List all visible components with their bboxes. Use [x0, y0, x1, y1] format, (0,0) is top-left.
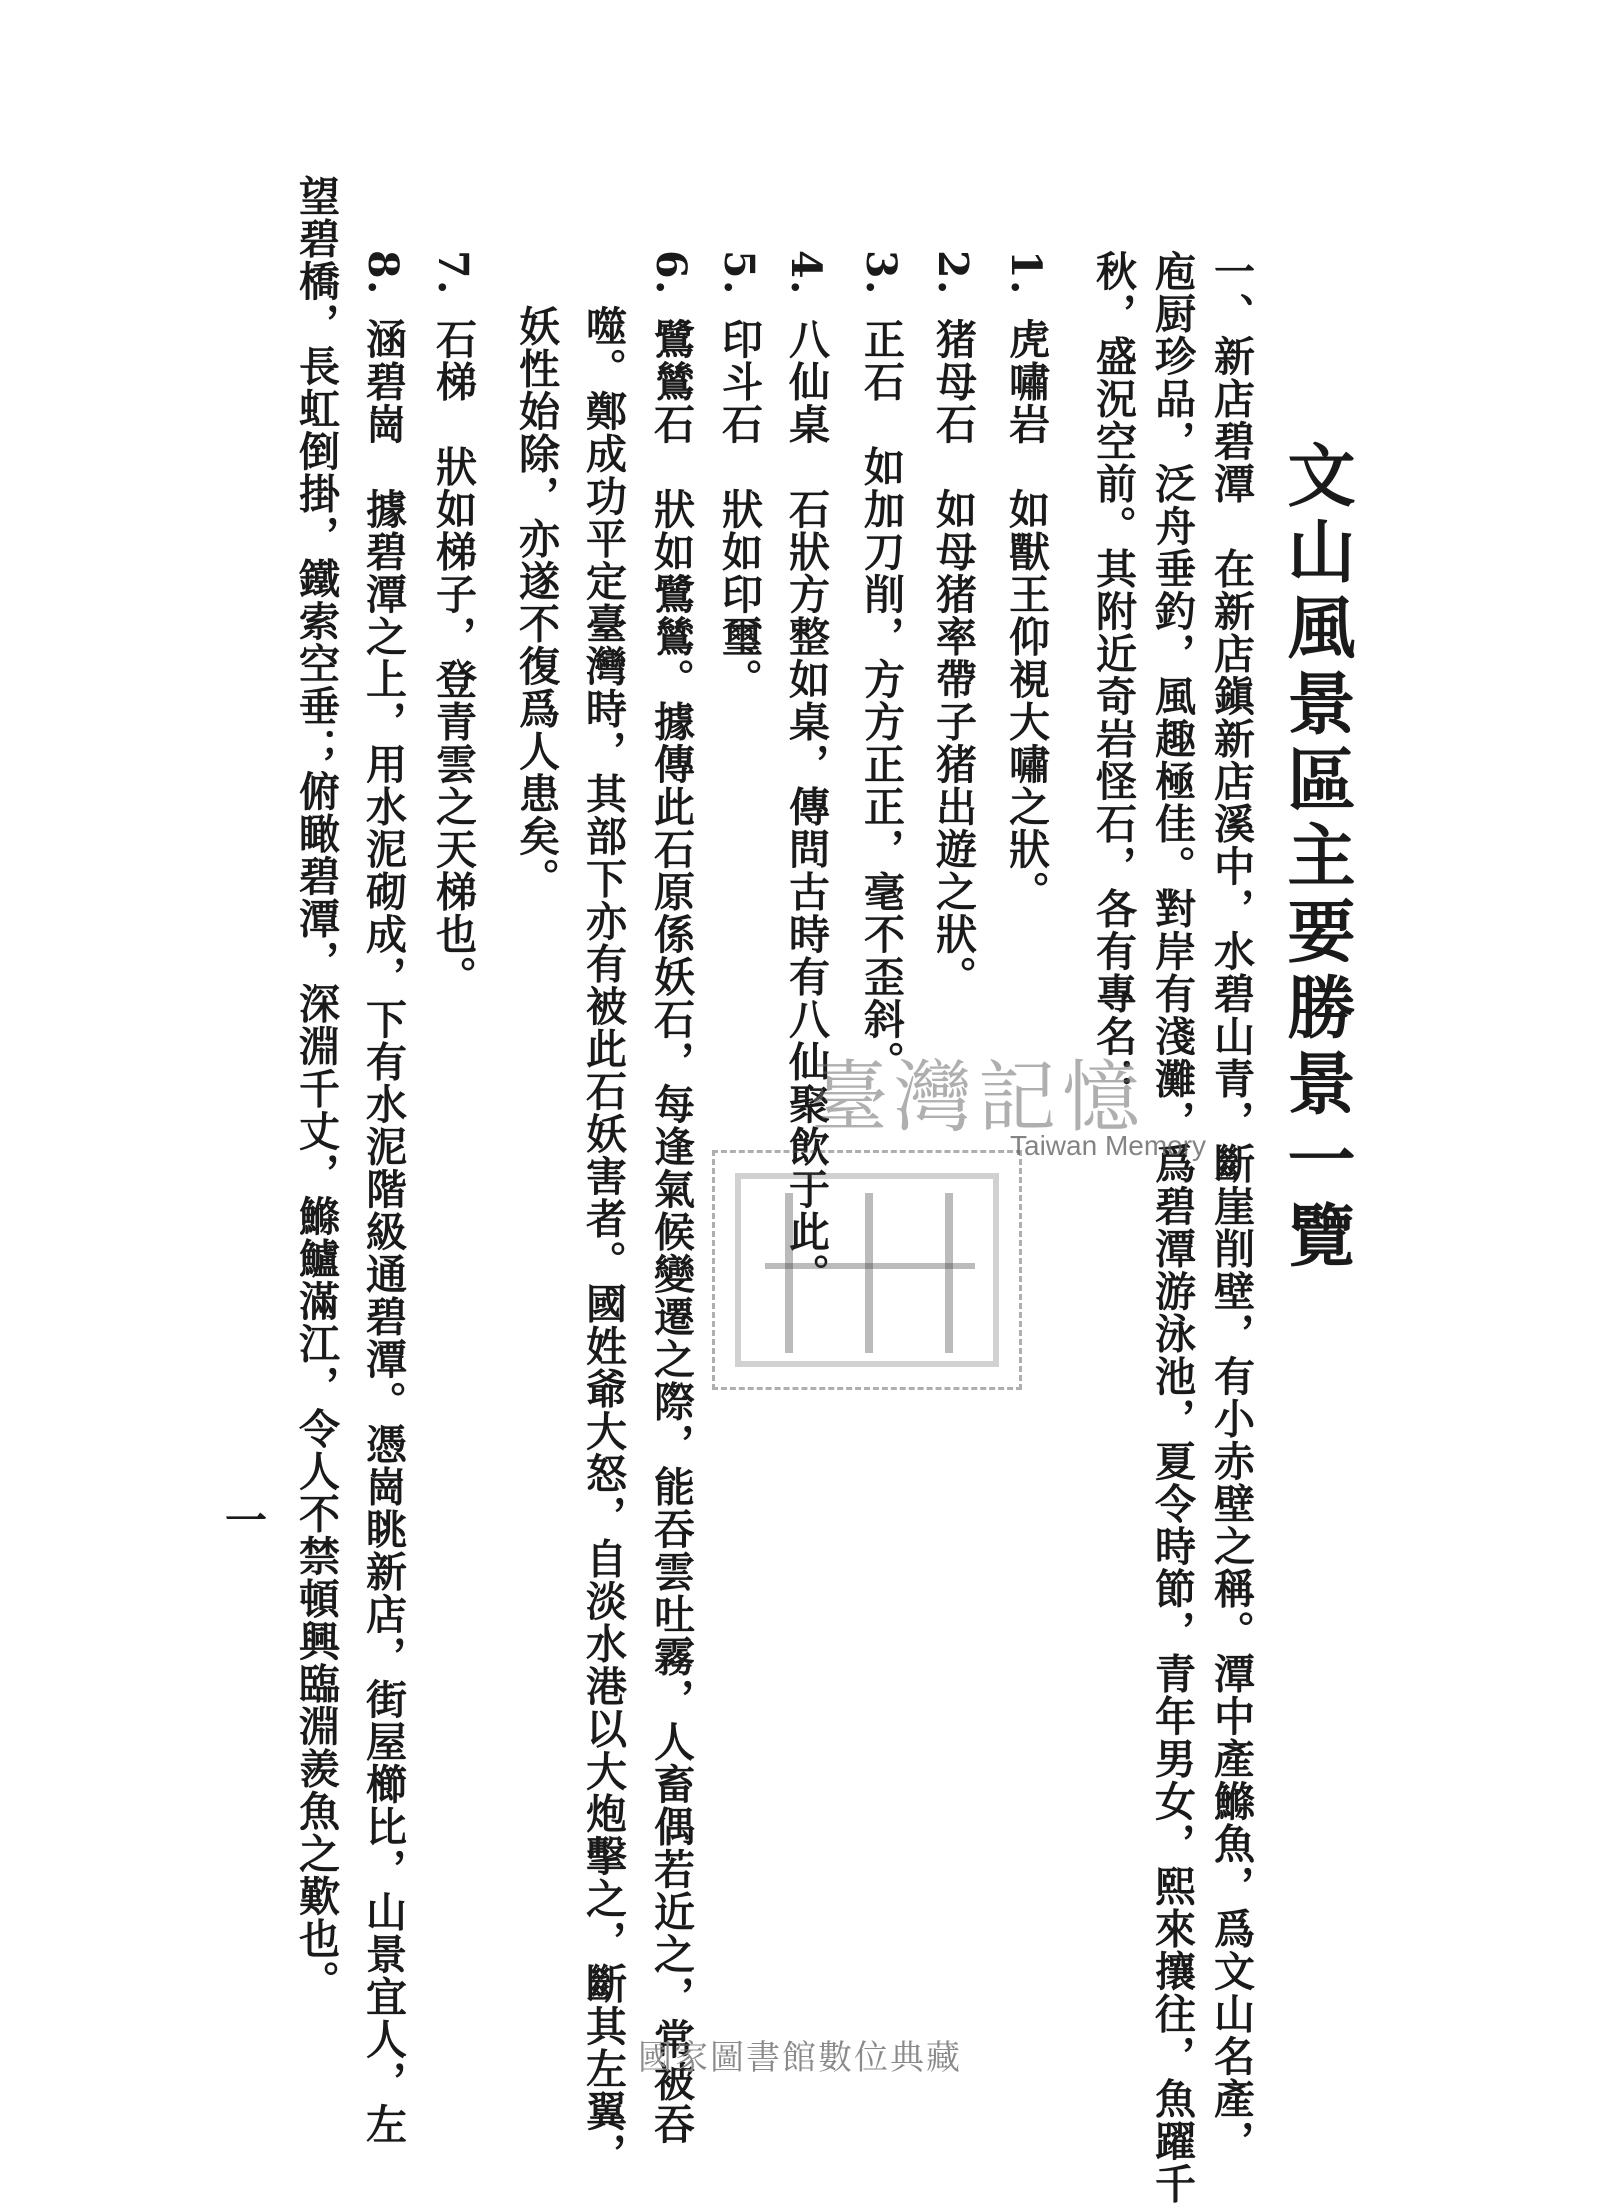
item-number: 6.	[647, 250, 695, 296]
section-marker: 一、	[1207, 250, 1255, 335]
item-continuation: 噬。鄭成功平定臺灣時，其部下亦有被此石妖害者。國姓爺大怒，自淡水港以大炮擊之，斷其左翼，	[579, 305, 627, 2175]
list-item	[715, 250, 763, 701]
list-item	[647, 250, 695, 2146]
seal-stroke	[785, 1193, 793, 1353]
seal-stroke	[865, 1193, 873, 1353]
item-text: 虎嘯岩 如獸王仰視大嘯之狀。	[1002, 317, 1050, 913]
list-item	[429, 250, 477, 998]
item-text: 石梯 狀如梯子，登青雲之天梯也。	[429, 317, 477, 998]
item-text: 正石 如加刀削，方方正正，毫不歪斜。	[857, 317, 905, 1083]
list-item	[1002, 250, 1050, 913]
item-text: 鷺鷥石 狀如鷺鷥。據傳此石原係妖石，每逢氣候變遷之際，能吞雲吐霧，人畜偶若近之，常被吞	[647, 317, 695, 2146]
item-number: 2.	[929, 250, 977, 296]
item-text: 八仙桌 石狀方整如桌，傳問古時有八仙聚飲于此。	[782, 317, 830, 1296]
item-number: 1.	[1002, 250, 1050, 296]
item-continuation: 望碧橋，長虹倒掛，鐵索空垂；俯瞰碧潭，深淵千丈，鰷鱸滿江，令人不禁頓興臨淵羨魚之歎也。	[292, 175, 340, 2003]
seal-stroke	[765, 1263, 975, 1269]
list-item	[359, 250, 407, 2146]
item-number: 5.	[715, 250, 763, 296]
item-number: 4.	[782, 250, 830, 296]
section-line-text: 新店碧潭 在新店鎭新店溪中，水碧山青，斷崖削壁，有小赤壁之稱。潭中產鰷魚，爲文山名產，	[1207, 335, 1255, 2163]
item-text: 印斗石 狀如印璽。	[715, 317, 763, 701]
item-number: 7.	[429, 250, 477, 296]
page-number: 一	[225, 1496, 268, 1545]
list-item	[929, 250, 977, 998]
seal-stroke	[945, 1193, 953, 1353]
item-number: 3.	[857, 250, 905, 296]
page-title: 文山風景區主要勝景一覽	[1276, 440, 1356, 1276]
item-text: 猪母石 如母猪率帶子猪出遊之狀。	[929, 317, 977, 998]
item-number: 8.	[359, 250, 407, 296]
section-line-1	[1207, 250, 1255, 2163]
watermark: 臺灣記憶	[810, 1053, 1147, 1143]
library-seal	[712, 1150, 1022, 1390]
list-item	[857, 250, 905, 1083]
section-line-3: 秋，盛況空前。其附近奇岩怪石，各有專名：	[1089, 250, 1137, 1100]
item-text: 涵碧崗 據碧潭之上，用水泥砌成，下有水泥階級通碧潭。憑崗眺新店，街屋櫛比，山景宜人，左	[359, 317, 407, 2146]
item-continuation: 妖性始除，亦遂不復爲人患矣。	[512, 305, 560, 900]
watermark-subtext: Taiwan Memory	[1010, 1130, 1207, 1161]
section-line-2: 庖厨珍品，泛舟垂釣，風趣極佳。對岸有淺灘，爲碧潭游泳池，夏令時節，青年男女，熙來攘往，魚躍千	[1148, 250, 1196, 2205]
footer-credit: 國家圖書館數位典藏	[638, 2038, 962, 2078]
